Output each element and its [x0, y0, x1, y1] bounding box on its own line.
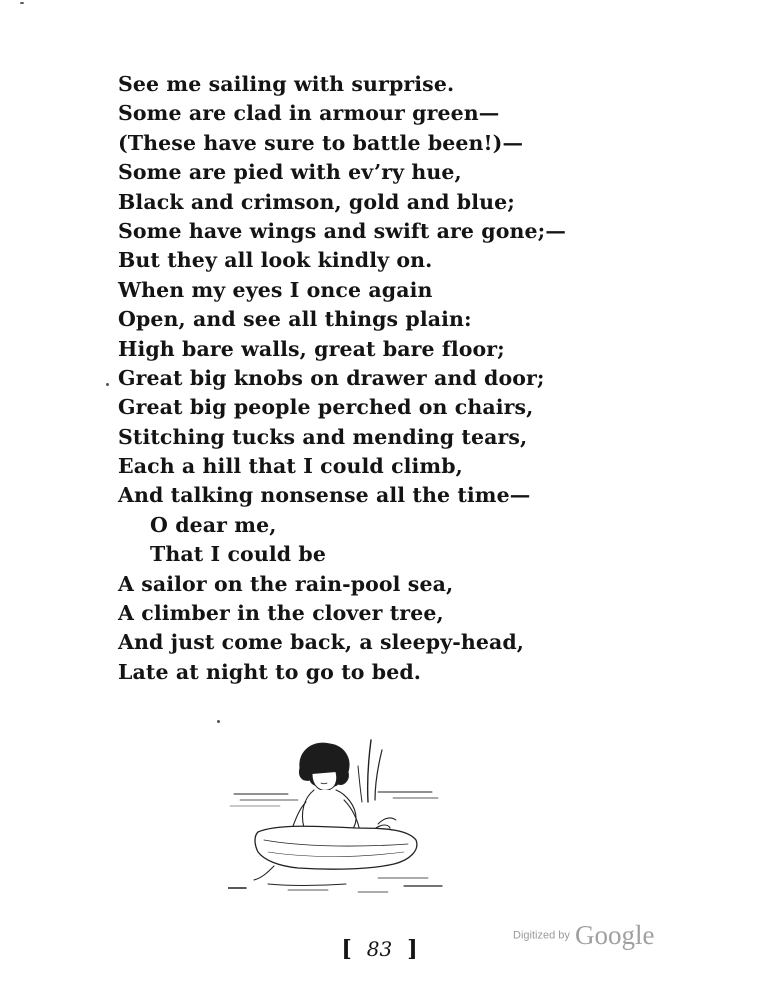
watermark-prefix: Digitized by — [513, 929, 570, 942]
poem-line: High bare walls, great bare floor; — [118, 336, 505, 361]
poem-line: Stitching tucks and mending tears, — [118, 424, 528, 449]
poem-line-indented: That I could be — [150, 542, 326, 567]
scan-speck — [106, 383, 109, 386]
poem-line: Open, and see all things plain: — [118, 307, 472, 332]
page-number-bracket-close: ] — [407, 936, 418, 962]
poem-line: But they all look kindly on. — [118, 248, 433, 273]
poem-line: Great big knobs on drawer and door; — [118, 365, 545, 390]
poem-line: A climber in the clover tree, — [118, 601, 444, 626]
poem-line: Late at night to go to bed. — [118, 659, 422, 684]
poem-line: Some are pied with ev’ry hue, — [118, 160, 462, 185]
scan-speck — [20, 2, 24, 4]
page-number-value: 83 — [366, 937, 393, 961]
google-digitized-watermark — [513, 920, 654, 950]
poem-line: When my eyes I once again — [118, 277, 433, 302]
poem-line: Great big people perched on chairs, — [118, 395, 534, 420]
poem-line: Black and crimson, gold and blue; — [118, 189, 515, 214]
poem-line: And just come back, a sleepy-head, — [118, 630, 525, 655]
poem-line: See me sailing with surprise. — [118, 72, 455, 96]
scan-speck — [217, 720, 220, 723]
poem-line: Some are clad in armour green— — [118, 101, 500, 126]
poem-line: A sailor on the rain-pool sea, — [118, 571, 454, 596]
poem-line-indented: O dear me, — [150, 512, 277, 537]
child-on-leaf-illustration — [228, 728, 443, 900]
poem-line: And talking nonsense all the time— — [118, 483, 531, 508]
page-number-bracket-open: [ — [341, 936, 352, 962]
poem-line: (These have sure to battle been!)— — [118, 130, 524, 155]
poem-line: Each a hill that I could climb, — [118, 454, 463, 479]
poem-text — [118, 70, 678, 687]
google-logo-text: Google — [574, 920, 655, 950]
poem-line: Some have wings and swift are gone;— — [118, 218, 566, 243]
